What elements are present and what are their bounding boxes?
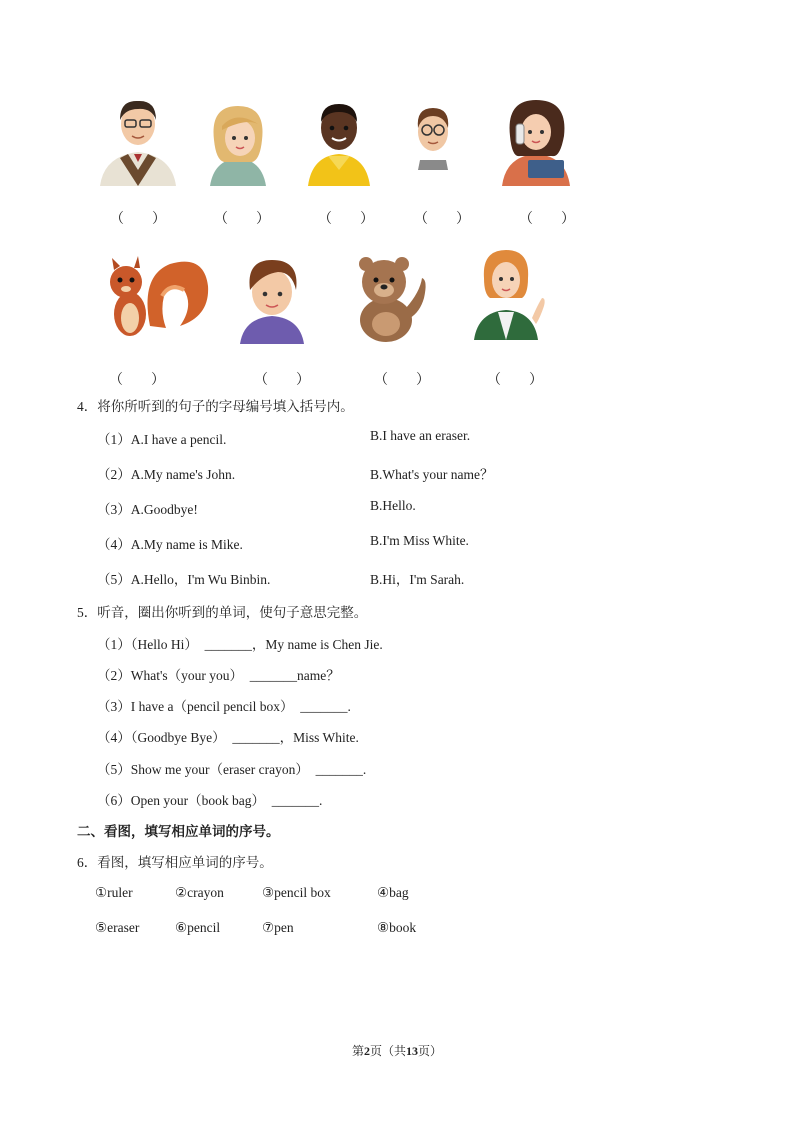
footer-total-pages: 13 xyxy=(406,1044,418,1058)
page-footer xyxy=(0,1042,794,1059)
word-option-8: ⑧book xyxy=(377,920,417,935)
word-option-7: ⑦pen xyxy=(262,920,294,935)
footer-middle: 页（共 xyxy=(369,1044,406,1058)
q4-item-5-option-a: （5）A.Hello，I'm Wu Binbin. xyxy=(97,572,271,587)
q4-item-4-option-b: B.I'm Miss White. xyxy=(370,533,469,548)
q4-item-3-option-a: （3）A.Goodbye! xyxy=(97,502,198,517)
boy-glasses-picture xyxy=(408,98,458,170)
question-5-title: 5．听音，圈出你听到的单词，使句子意思完整。 xyxy=(77,605,368,620)
q5-item-4: （4）（Goodbye Bye） _______，Miss White. xyxy=(97,730,359,745)
answer-paren-4[interactable]: （ ） xyxy=(414,212,470,227)
q4-item-1-option-a: （1）A.I have a pencil. xyxy=(97,432,227,447)
footer-prefix: 第 xyxy=(351,1044,364,1058)
word-option-6: ⑥pencil xyxy=(175,920,221,935)
q4-item-1-option-b: B.I have an eraser. xyxy=(370,428,471,443)
q4-item-3-option-b: B.Hello. xyxy=(370,498,416,513)
q4-item-2-option-b: B.What's your name？ xyxy=(370,467,494,482)
answer-paren-5[interactable]: （ ） xyxy=(519,212,575,227)
footer-suffix: 页） xyxy=(418,1044,443,1058)
q4-item-4-option-a: （4）A.My name is Mike. xyxy=(97,537,243,552)
answer-paren-6[interactable]: （ ） xyxy=(109,373,165,388)
teacher-woman-picture xyxy=(472,248,548,340)
bear-picture xyxy=(350,252,428,342)
q5-item-6: （6）Open your（book bag） _______. xyxy=(97,793,323,808)
word-option-4: ④bag xyxy=(377,885,409,900)
answer-paren-7[interactable]: （ ） xyxy=(254,373,310,388)
q5-item-2: （2）What's（your you） _______name？ xyxy=(97,668,340,683)
footer-page-number: 2 xyxy=(363,1044,370,1058)
answer-paren-1[interactable]: （ ） xyxy=(110,212,166,227)
question-6-title: 6．看图，填写相应单词的序号。 xyxy=(77,855,273,870)
answer-paren-2[interactable]: （ ） xyxy=(214,212,270,227)
section-2-heading: 二、看图，填写相应单词的序号。 xyxy=(77,824,280,840)
answer-paren-3[interactable]: （ ） xyxy=(318,212,374,227)
question-4-title: 4．将你所听到的句子的字母编号填入括号内。 xyxy=(77,399,354,414)
boy-purple-picture xyxy=(238,256,306,344)
answer-paren-9[interactable]: （ ） xyxy=(487,373,543,388)
word-option-3: ③pencil box xyxy=(262,885,331,900)
squirrel-picture xyxy=(100,256,210,346)
q5-item-3: （3）I have a（pencil pencil box） _______. xyxy=(97,699,351,714)
q5-item-1: （1）（Hello Hi） _______，My name is Chen Jie. xyxy=(97,637,383,652)
boy-yellow-picture xyxy=(306,100,372,186)
word-option-5: ⑤eraser xyxy=(95,920,140,935)
girl-phone-picture xyxy=(498,96,576,186)
q4-item-2-option-a: （2）A.My name's John. xyxy=(97,467,236,482)
answer-paren-8[interactable]: （ ） xyxy=(374,373,430,388)
q5-item-5: （5）Show me your（eraser crayon） _______. xyxy=(97,762,367,777)
q4-item-5-option-b: B.Hi，I'm Sarah. xyxy=(370,572,465,587)
teacher-man-picture xyxy=(98,96,178,186)
word-option-2: ②crayon xyxy=(175,885,224,900)
girl-blonde-picture xyxy=(206,100,270,186)
word-option-1: ①ruler xyxy=(95,885,133,900)
